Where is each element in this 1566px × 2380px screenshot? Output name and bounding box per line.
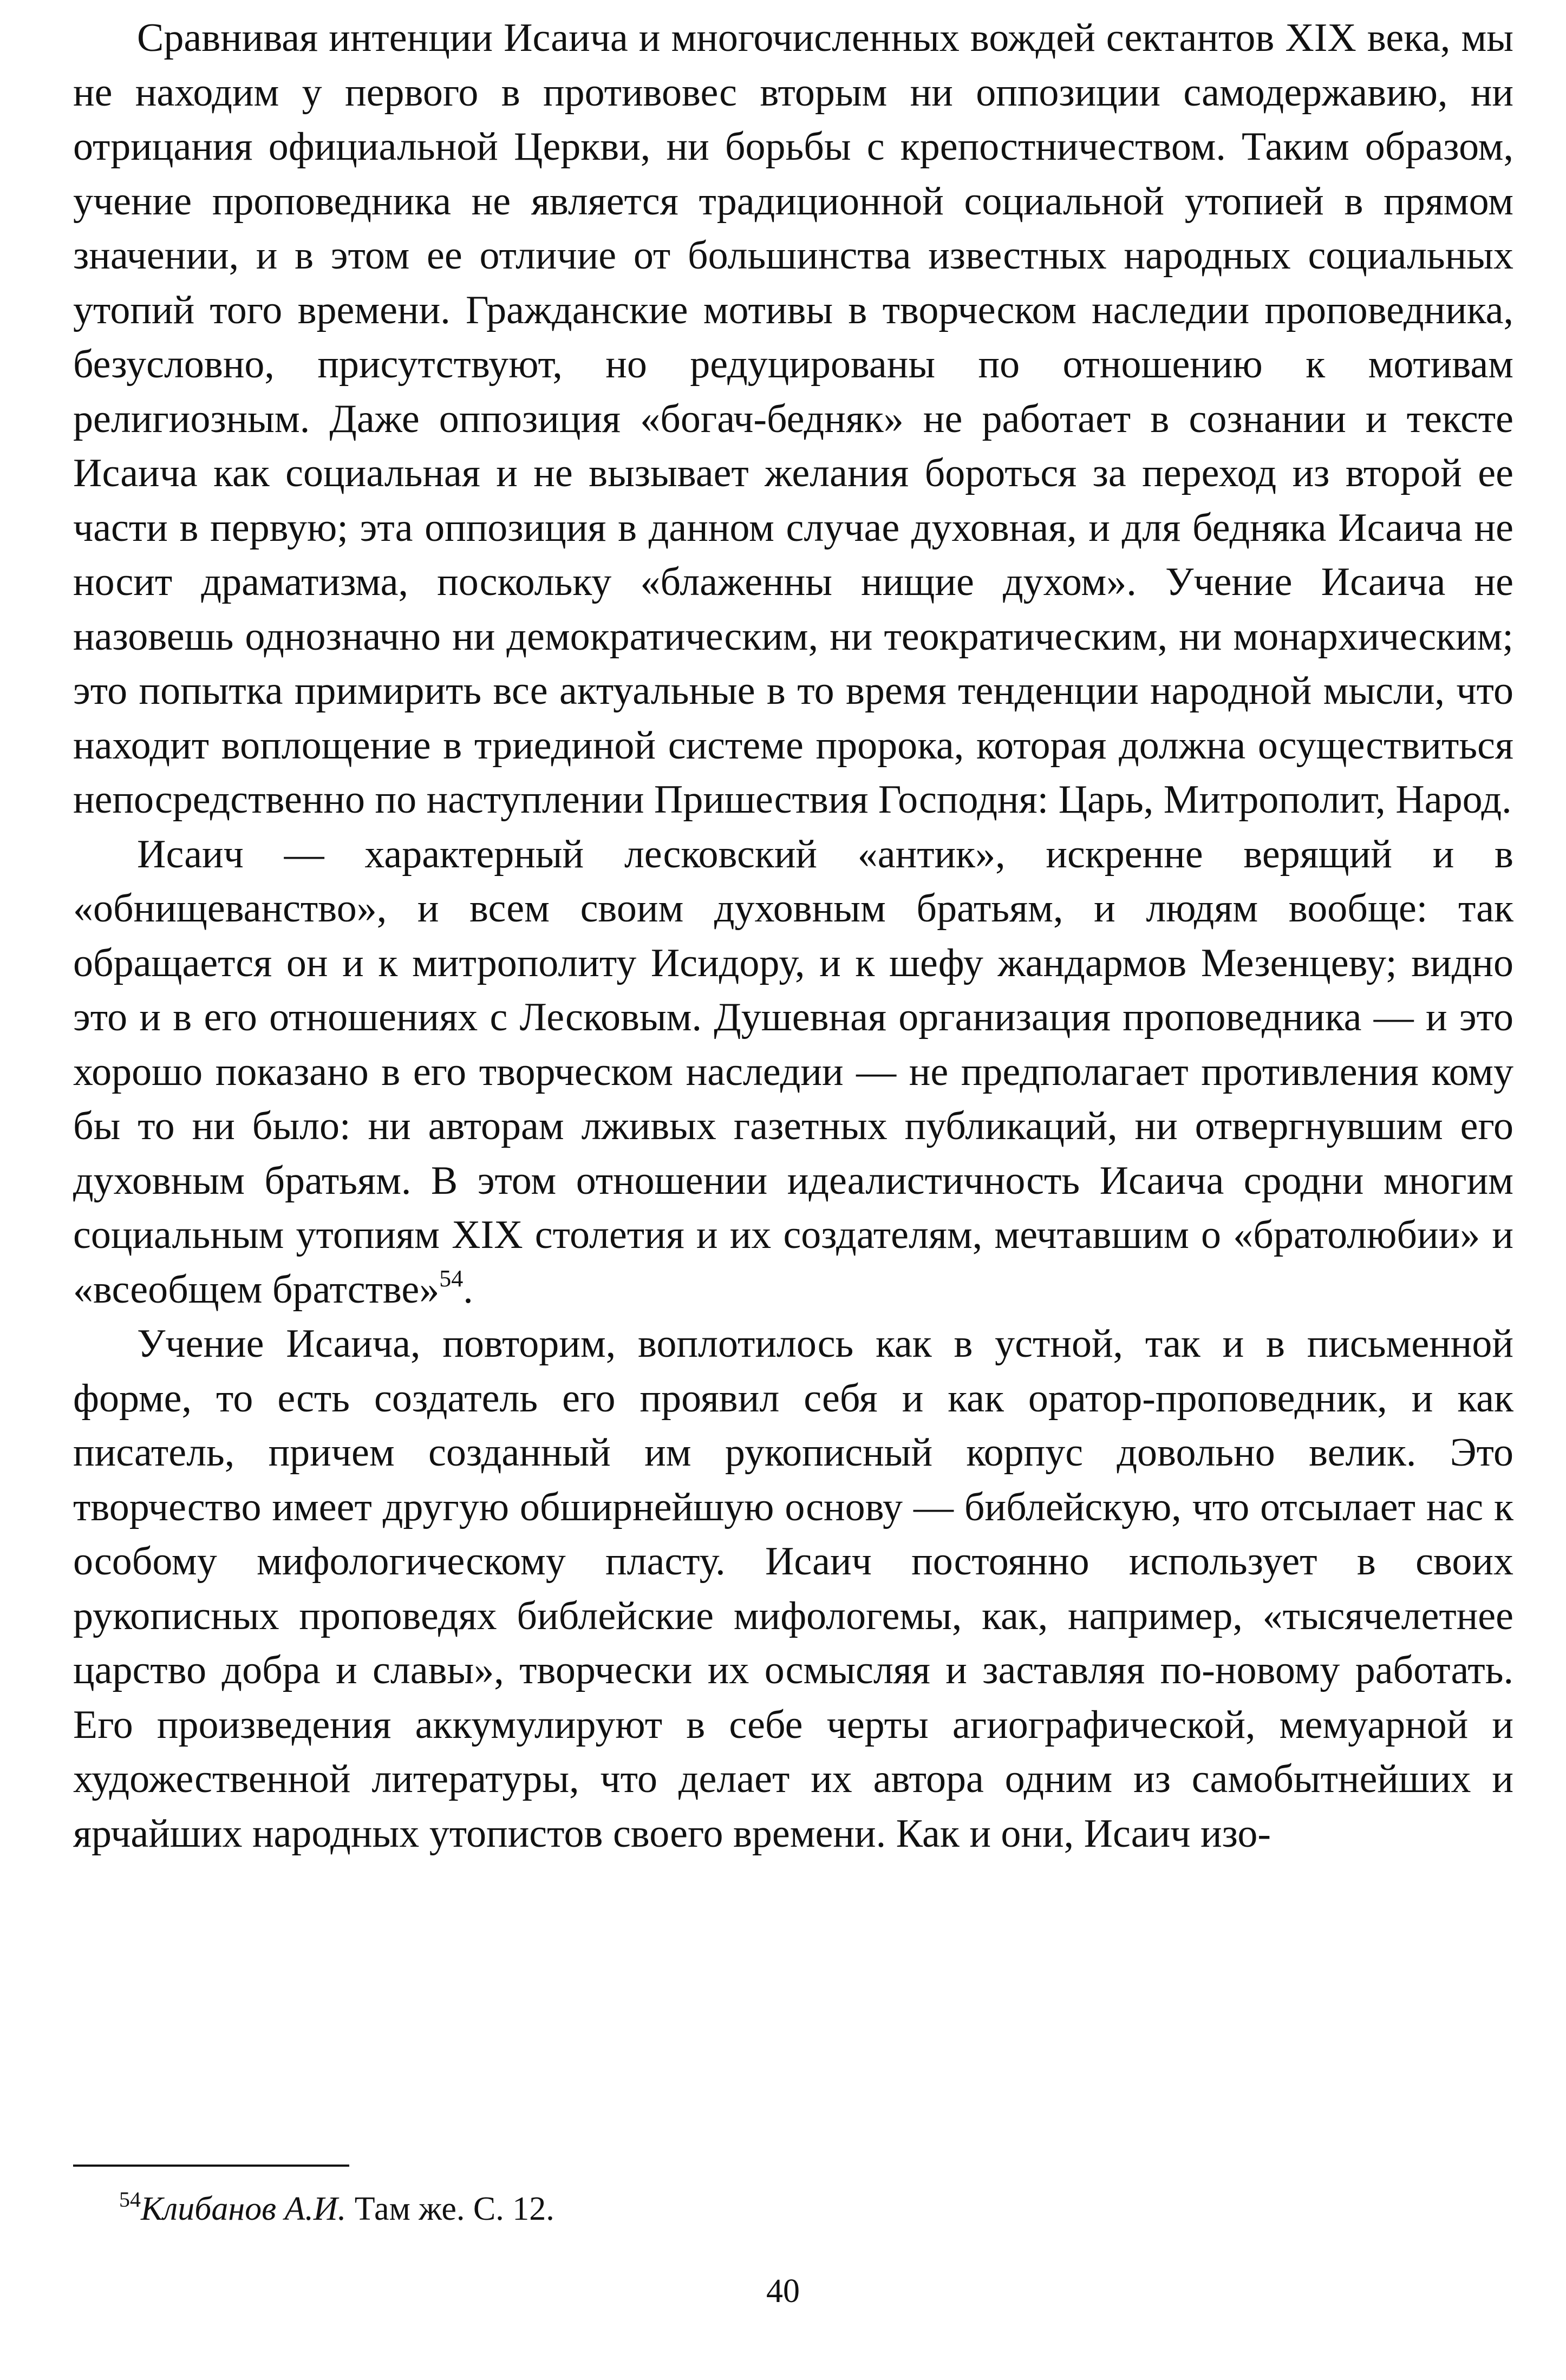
footnote-author: Клибанов А.И. [141,2191,347,2227]
footnote-separator [73,2165,349,2167]
page-number: 40 [766,2273,800,2310]
footnote [119,2187,554,2231]
paragraph-3-text: Учение Исаича, повторим, воплотилось как в устной, так и в письменной форме, то есть создатель его проявил себя и как оратор-проповедник, и как писатель, причем созданный им рукописный корпус довольно велик. Это творчество имеет другую обширнейшую основу — библейскую, что отсылает нас к особому мифологическому пласту. Исаич постоянно использует в своих рукописных проповедях библейские мифологемы, как, например, «тысячелетнее царство добра и славы», творчески их осмысляя и заставляя по-новому работать. Его произведения аккумулируют в себе черты агиографической, мемуарной и художественной литературы, что делает их автора одним из самобытнейших и ярчайших народных утопистов своего времени. Как и они, Исаич изо- [73,1322,1513,1856]
paragraph-2-tail: . [463,1267,473,1312]
page-body [73,11,1513,1861]
paragraph-3 [73,1317,1513,1861]
paragraph-2-text: Исаич — характерный лесковский «антик», искренне верящий и в «обнищеванство», и всем своим духовным братьям, и людям вообще: так обращается он и к митрополиту Исидору, и к шефу жандармов Мезенцеву; видно это и в его отношениях с Лесковым. Душевная организация проповедника — и это хорошо показано в его творческом наследии — не предполагает противления кому бы то ни было: ни авторам лживых газетных публикаций, ни отвергнувшим его духовным братьям. В этом отношении идеалистичность Исаича сродни многим социальным утопиям XIX столетия и их создателям, мечтавшим о «братолюбии» и «всеобщем братстве» [73,832,1513,1312]
footnote-source: Там же. С. 12. [346,2191,554,2227]
paragraph-2 [73,827,1513,1317]
footnote-number: 54 [119,2187,141,2212]
paragraph-1 [73,11,1513,827]
paragraph-1-text: Сравнивая интенции Исаича и многочисленных вождей сектантов XIX века, мы не находим у первого в противовес вторым ни оппозиции самодержавию, ни отрицания официальной Церкви, ни борьбы с крепостничеством. Таким образом, учение проповедника не является традиционной социальной утопией в прямом значении, и в этом ее отличие от большинства известных народных социальных утопий того времени. Гражданские мотивы в творческом наследии проповедника, безусловно, присутствуют, но редуцированы по отношению к мотивам религиозным. Даже оппозиция «богач-бедняк» не работает в сознании и тексте Исаича как социальная и не вызывает желания бороться за переход из второй ее части в первую; эта оппозиция в данном случае духовная, и для бедняка Исаича не носит драматизма, поскольку «блаженны нищие духом». Учение Исаича не назовешь однозначно ни демократическим, ни теократическим, ни монархическим; это попытка примирить все актуальные в то время тенденции народной мысли, что находит воплощение в триединой системе пророка, которая должна осуществиться непосредственно по наступлении Пришествия Господня: Царь, Митрополит, Народ. [73,16,1513,822]
footnote-reference[interactable]: 54 [439,1265,464,1292]
